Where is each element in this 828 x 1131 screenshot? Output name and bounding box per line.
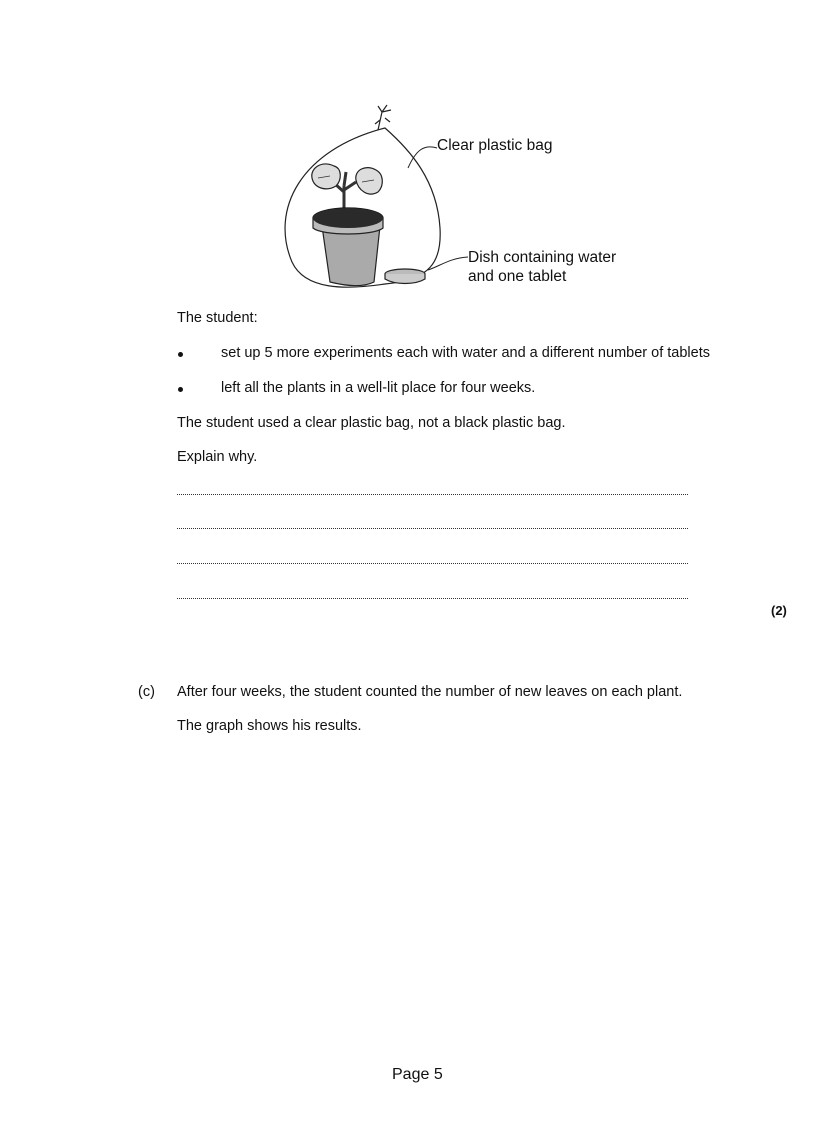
answer-line[interactable] xyxy=(177,494,688,495)
dish-label-pointer xyxy=(428,257,468,270)
plant-experiment-diagram xyxy=(0,0,828,300)
dish-label-line-1: Dish containing water xyxy=(468,249,617,266)
intro-text: The student: xyxy=(177,310,258,326)
instruction-text: Explain why. xyxy=(177,449,258,465)
statement-text: The student used a clear plastic bag, not a black plastic bag. xyxy=(177,415,566,431)
bag-knot xyxy=(375,105,391,130)
part-c-text: After four weeks, the student counted the number of new leaves on each plant. xyxy=(177,684,683,700)
graph-intro-text: The graph shows his results. xyxy=(177,718,362,734)
dish-label-line-2: and one tablet xyxy=(468,268,567,285)
answer-line[interactable] xyxy=(177,528,688,529)
bag-label-pointer xyxy=(408,147,437,168)
answer-line[interactable] xyxy=(177,563,688,564)
part-c-label: (c) xyxy=(138,684,155,700)
bullet-item-1: set up 5 more experiments each with water and a different number of tablets xyxy=(221,345,710,361)
bullet-marker xyxy=(178,387,183,392)
bag-label: Clear plastic bag xyxy=(437,137,553,154)
answer-line[interactable] xyxy=(177,598,688,599)
bullet-item-2: left all the plants in a well-lit place for four weeks. xyxy=(221,380,536,396)
bullet-marker xyxy=(178,352,183,357)
marks-label: (2) xyxy=(771,603,787,618)
page-number: Page 5 xyxy=(392,1066,443,1083)
plant-pot xyxy=(322,226,380,286)
